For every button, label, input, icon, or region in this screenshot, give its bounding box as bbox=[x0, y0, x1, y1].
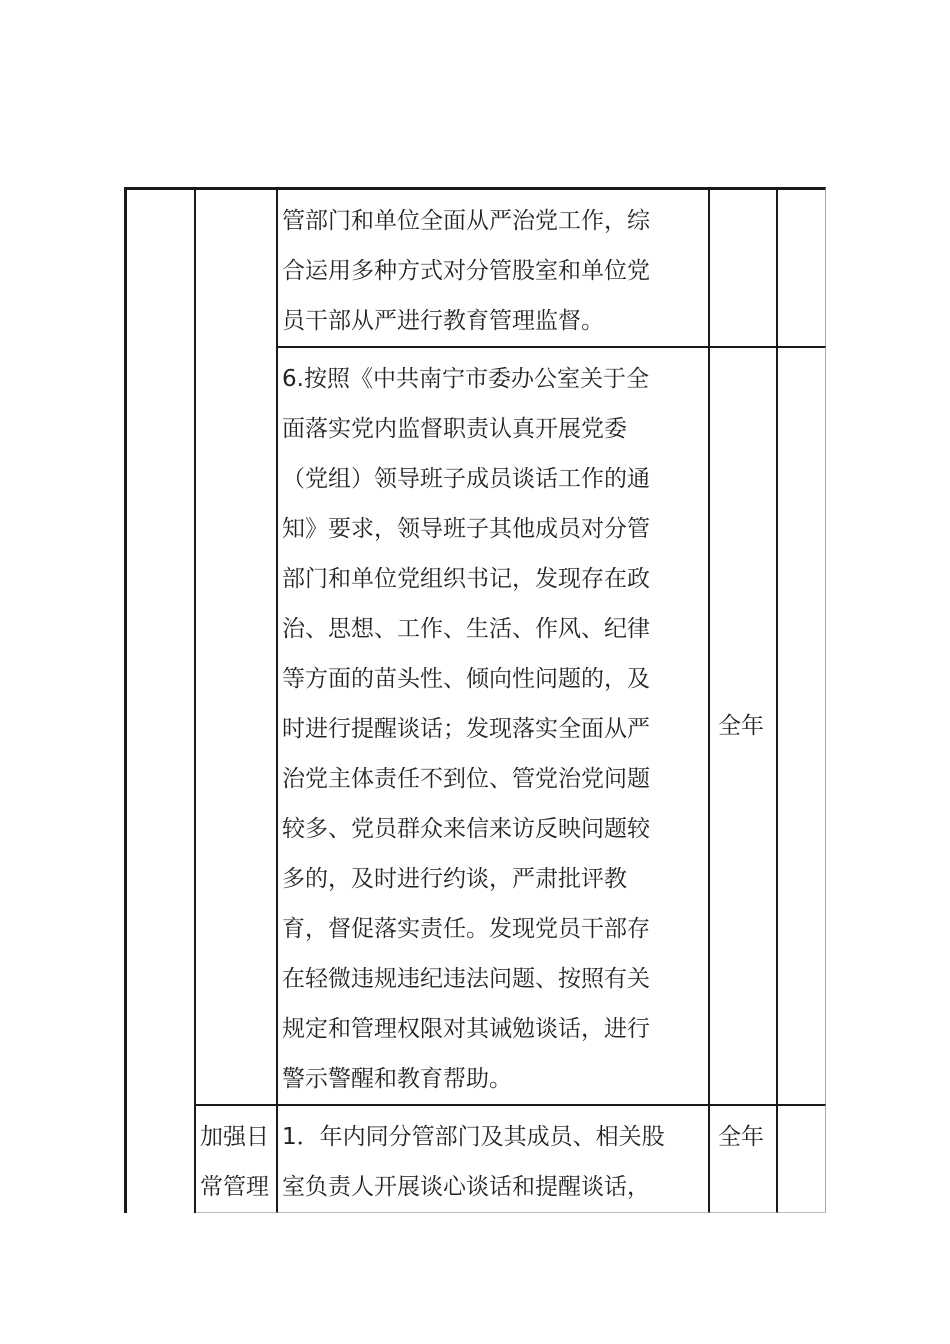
content-cell bbox=[278, 187, 710, 346]
category-cell bbox=[196, 187, 278, 1104]
content-text bbox=[282, 1106, 702, 1212]
remark-cell bbox=[778, 346, 826, 1104]
content-line: 部门和单位党组织书记，发现存在政 bbox=[282, 566, 650, 592]
period-cell bbox=[710, 187, 778, 346]
content-cell bbox=[278, 1104, 710, 1213]
content-line: 治党主体责任不到位、管党治党问题 bbox=[282, 766, 650, 792]
period-text: 全年 bbox=[718, 713, 764, 739]
content-line: 知》要求，领导班子其他成员对分管 bbox=[282, 516, 650, 542]
content-line: 育，督促落实责任。发现党员干部存 bbox=[282, 916, 650, 942]
content-line: （党组）领导班子成员谈话工作的通 bbox=[282, 466, 650, 492]
period-text: 全年 bbox=[718, 1124, 764, 1150]
content-line: 治、思想、工作、生活、作风、纪律 bbox=[282, 616, 650, 642]
content-line: 面落实党内监督职责认真开展党委 bbox=[282, 416, 627, 442]
remark-cell bbox=[778, 187, 826, 346]
content-line: 时进行提醒谈话；发现落实全面从严 bbox=[282, 716, 650, 742]
content-line: 较多、党员群众来信来访反映问题较 bbox=[282, 816, 650, 842]
content-text bbox=[282, 190, 702, 346]
period-cell bbox=[710, 1104, 778, 1213]
category-cell bbox=[196, 1104, 278, 1213]
content-text bbox=[282, 348, 702, 1104]
category-text: 加强日常管理 bbox=[200, 1124, 269, 1200]
content-line: 6.按照《中共南宁市委办公室关于全 bbox=[282, 366, 649, 392]
period-cell bbox=[710, 346, 778, 1104]
content-line: 在轻微违规违纪违法问题、按照有关 bbox=[282, 966, 650, 992]
content-line: 1．年内同分管部门及其成员、相关股 bbox=[282, 1124, 665, 1150]
remark-cell bbox=[778, 1104, 826, 1213]
content-line: 规定和管理权限对其诫勉谈话，进行 bbox=[282, 1016, 650, 1042]
table-row bbox=[124, 187, 826, 346]
content-line: 管部门和单位全面从严治党工作，综 bbox=[282, 208, 650, 234]
responsibility-table bbox=[124, 187, 826, 1213]
content-line: 合运用多种方式对分管股室和单位党 bbox=[282, 258, 650, 284]
content-line: 等方面的苗头性、倾向性问题的，及 bbox=[282, 666, 650, 692]
content-line: 员干部从严进行教育管理监督。 bbox=[282, 308, 604, 334]
table-row bbox=[124, 1104, 826, 1213]
content-line: 警示警醒和教育帮助。 bbox=[282, 1066, 512, 1092]
content-cell bbox=[278, 346, 710, 1104]
content-line: 室负责人开展谈心谈话和提醒谈话， bbox=[282, 1174, 650, 1200]
content-line: 多的，及时进行约谈，严肃批评教 bbox=[282, 866, 627, 892]
first-column-cell bbox=[124, 187, 196, 1213]
